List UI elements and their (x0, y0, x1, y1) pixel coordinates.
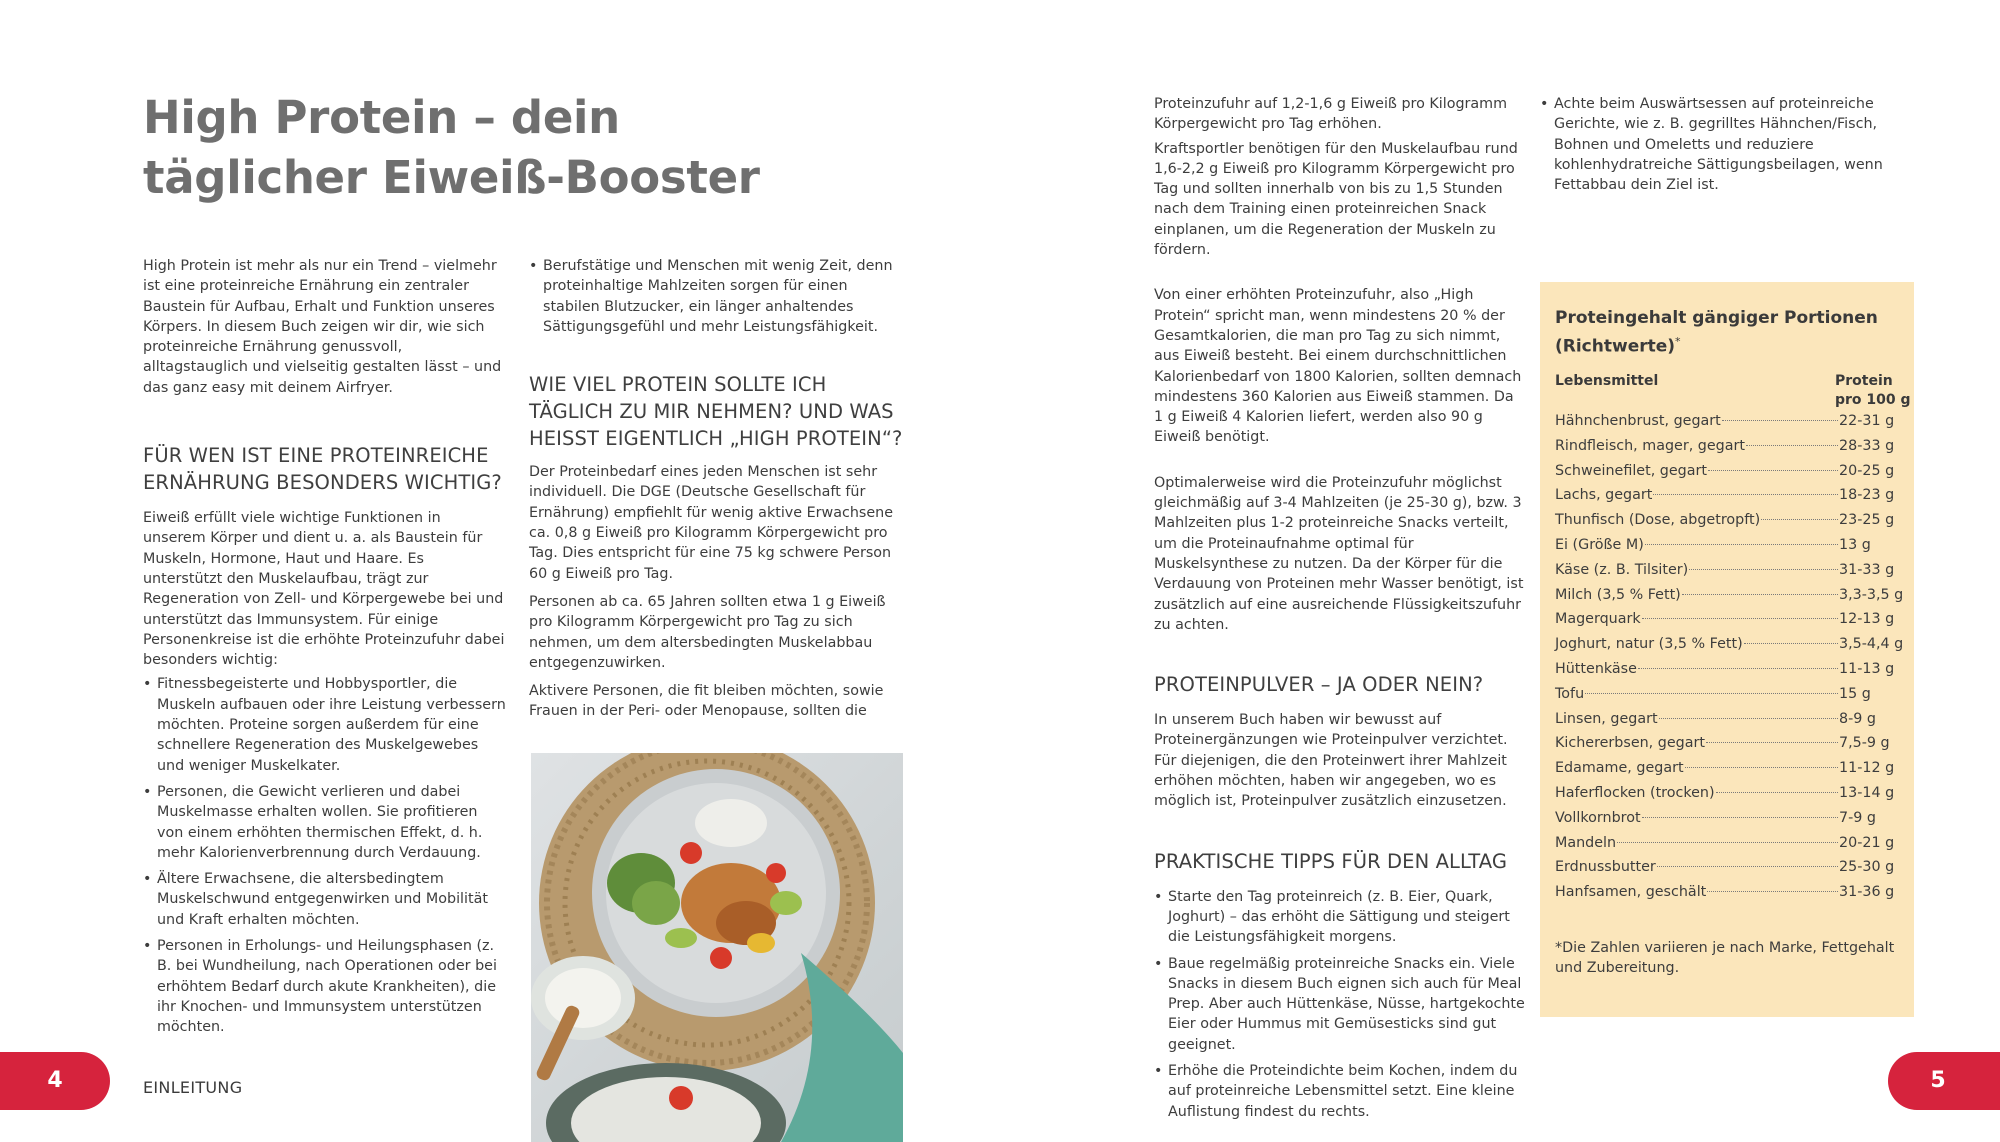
how-much-paragraph-3: Aktivere Personen, die fit bleiben möchten, sowie Frauen in der Peri- oder Menopause, sollten die (529, 683, 884, 720)
food-photo (531, 753, 903, 1142)
dot-leader (1708, 470, 1838, 471)
protein-value: 18-23 g (1839, 487, 1895, 504)
food-name: Erdnussbutter (1555, 859, 1656, 876)
list-item: • Berufstätige und Menschen mit wenig Zeit, denn proteinhaltige Mahlzeiten sorgen für einen stabilen Blutzucker, ein länger anhaltendes Sättigungsgefühl und mehr Leistungsfähigkeit. (529, 256, 905, 337)
page-title-line2: täglicher Eiweiß-Booster (143, 151, 760, 204)
how-much-paragraph-2: Personen ab ca. 65 Jahren sollten etwa 1 g Eiweiß pro Kilogramm Körpergewicht pro Tag zu sich nehmen, um dem altersbedingten Muskelabbau entgegenzuwirken. (529, 593, 886, 671)
page-number-right: 5 (1930, 1068, 1946, 1093)
food-name: Thunfisch (Dose, abgetropft) (1555, 512, 1761, 529)
list-item: • Fitnessbegeisterte und Hobbysportler, die Muskeln aufbauen oder ihre Leistung verbessern möchten. Proteine sorgen außerdem für eine schnellere Regeneration des Muskelgewebes und weniger Muskelkater. (143, 674, 507, 775)
page-number-tab-left (0, 1052, 110, 1110)
table-row (1555, 835, 1905, 860)
protein-value: 11-13 g (1839, 660, 1895, 677)
column-header-protein-line1: Protein (1835, 373, 1893, 389)
table-row (1555, 785, 1905, 810)
page-title-line1: High Protein – dein (143, 91, 620, 144)
column-header-food: Lebensmittel (1555, 373, 1659, 389)
food-name: Hähnchenbrust, gegart (1555, 413, 1721, 429)
protein-value: 7,5-9 g (1839, 735, 1890, 752)
protein-value: 8-9 g (1839, 710, 1876, 727)
dot-leader (1645, 544, 1838, 545)
dot-leader (1657, 866, 1838, 867)
dot-leader (1744, 643, 1838, 644)
protein-value: 3,3-3,5 g (1839, 586, 1904, 603)
food-name: Haferflocken (trocken) (1555, 784, 1715, 801)
heading-tips: PRAKTISCHE TIPPS FÜR DEN ALLTAG (1154, 849, 1508, 873)
list-item: • Starte den Tag proteinreich (z. B. Eier, Quark, Joghurt) – das erhöht die Sättigung und steigert die Leistungsfähigkeit morgens. (1154, 887, 1526, 948)
table-row (1555, 760, 1905, 785)
protein-value: 22-31 g (1839, 413, 1895, 429)
distribution-paragraph: Optimalerweise wird die Proteinzufuhr möglichst gleichmäßig auf 3-4 Mahlzeiten (je 25-30 g), bzw. 3 Mahlzeiten plus 1-2 proteinreiche Snacks verteilt, um die Proteinaufnahme optimal für Muskelsynthese zu nutzen. Da der Körper für die Verdauung von Proteinen mehr Wasser benötigt, ist zusätzlich auf eine ausreichende Flüssigkeitszufuhr zu achten. (1154, 474, 1524, 633)
food-name: Tofu (1555, 685, 1585, 702)
table-row (1555, 413, 1905, 438)
protein-value: 20-21 g (1839, 834, 1895, 851)
dot-leader (1716, 792, 1838, 793)
dot-leader (1722, 420, 1838, 421)
food-name: Linsen, gegart (1555, 710, 1658, 727)
tips-continued (1540, 94, 1908, 201)
protein-value: 31-33 g (1839, 561, 1895, 578)
table-row (1555, 711, 1905, 736)
requirement-paragraph-1: Proteinzufuhr auf 1,2-1,6 g Eiweiß pro Kilogramm Körpergewicht pro Tag erhöhen. (1154, 96, 1508, 133)
food-name: Mandeln (1555, 834, 1617, 851)
food-name: Joghurt, natur (3,5 % Fett) (1555, 636, 1743, 653)
high-protein-definition: Von einer erhöhten Proteinzufuhr, also „High Protein“ spricht man, wenn mindestens 20 % der Gesamtkalorien, die man pro Tag zu sich nimmt, aus Eiweiß besteht. Bei einem durchschnittlichen Kalorienbedarf von 1800 Kalorien, sollten demnach mindestens 360 Kalorien aus Eiweiß stammen. Da 1 g Eiweiß 4 Kalorien liefert, werden also 90 g Eiweiß benötigt. (1154, 287, 1522, 446)
tips-list (1154, 887, 1526, 1122)
heading-how-much: WIE VIEL PROTEIN SOLLTE ICH TÄGLICH ZU MIR NEHMEN? UND WAS HEISST EIGENTLICH „HIGH PROTEIN“? (529, 373, 903, 451)
protein-value: 23-25 g (1839, 512, 1895, 529)
page-number-left: 4 (47, 1068, 63, 1093)
food-name: Käse (z. B. Tilsiter) (1555, 561, 1689, 578)
dot-leader (1659, 718, 1838, 719)
protein-value: 7-9 g (1839, 809, 1876, 826)
protein-value: 25-30 g (1839, 859, 1895, 876)
protein-value: 31-36 g (1839, 884, 1895, 901)
heading-who: FÜR WEN IST EINE PROTEINREICHE ERNÄHRUNG BESONDERS WICHTIG? (143, 444, 502, 495)
protein-value: 3,5-4,4 g (1839, 636, 1904, 653)
dot-leader (1638, 668, 1838, 669)
table-row (1555, 661, 1905, 686)
food-name: Hüttenkäse (1555, 660, 1637, 677)
table-row (1555, 562, 1905, 587)
protein-powder-paragraph: In unserem Buch haben wir bewusst auf Proteinergänzungen wie Proteinpulver verzichtet. Für diejenigen, die den Proteinwert ihrer Mahlzeit erhöhen möchten, haben wir angegeben, wo es möglich ist, Proteinpulver zusätzlich einzusetzen. (1154, 712, 1508, 810)
left-column (143, 256, 507, 1044)
food-name: Rindfleisch, mager, gegart (1555, 437, 1745, 454)
protein-value: 13 g (1839, 536, 1871, 553)
food-name: Ei (Größe M) (1555, 536, 1644, 553)
table-row (1555, 438, 1905, 463)
how-much-paragraph-1: Der Proteinbedarf eines jeden Menschen ist sehr individuell. Die DGE (Deutsche Gesellschaft für Ernährung) empfiehlt für wenig aktive Erwachsene ca. 0,8 g Eiweiß pro Kilogramm Körpergewicht pro Tag. Dies entspricht für eine 75 kg schwere Person 60 g Eiweiß pro Tag. (529, 464, 893, 582)
protein-value: 11-12 g (1839, 760, 1895, 777)
table-row (1555, 735, 1905, 760)
table-row (1555, 487, 1905, 512)
food-name: Lachs, gegart (1555, 487, 1653, 504)
food-name: Kichererbsen, gegart (1555, 735, 1705, 752)
footnote-marker: * (1675, 335, 1681, 348)
tips-list-continued (1540, 94, 1908, 195)
list-item: • Achte beim Auswärtsessen auf proteinreiche Gerichte, wie z. B. gegrilltes Hähnchen/Fisch, Bohnen und Omeletts und reduziere kohlenhydratreiche Sättigungsbeilagen, wenn Fettabbau dein Ziel ist. (1540, 94, 1908, 195)
protein-value: 12-13 g (1839, 611, 1895, 628)
protein-value: 13-14 g (1839, 784, 1895, 801)
page-number-tab-right (1888, 1052, 2000, 1110)
dot-leader (1617, 842, 1838, 843)
table-row (1555, 810, 1905, 835)
food-photo-illustration (531, 753, 903, 1142)
dot-leader (1706, 742, 1838, 743)
protein-value: 15 g (1839, 685, 1871, 702)
column-header-protein (1835, 372, 1911, 410)
who-list-continued (529, 256, 905, 337)
food-name: Hanfsamen, geschält (1555, 884, 1707, 901)
who-list (143, 674, 507, 1037)
protein-table-footnote: *Die Zahlen variieren je nach Marke, Fettgehalt und Zubereitung. (1555, 940, 1895, 977)
section-label: EINLEITUNG (143, 1078, 243, 1097)
table-row (1555, 537, 1905, 562)
food-name: Magerquark (1555, 611, 1641, 628)
food-name: Milch (3,5 % Fett) (1555, 586, 1681, 603)
dot-leader (1685, 767, 1838, 768)
dot-leader (1707, 891, 1838, 892)
table-row (1555, 686, 1905, 711)
protein-table-title (1555, 306, 1905, 359)
list-item: • Personen, die Gewicht verlieren und dabei Muskelmasse erhalten wollen. Sie profitieren von einem erhöhten thermischen Effekt, d. h. mehr Kalorienverbrennung durch Verdauung. (143, 782, 507, 863)
list-item: • Baue regelmäßig proteinreiche Snacks ein. Viele Snacks in diesem Buch eignen sich auch für Meal Prep. Aber auch Hüttenkäse, Nüsse, hartgekochte Eier oder Hummus mit Gemüsesticks sind gut geeignet. (1154, 954, 1526, 1055)
intro-paragraph: High Protein ist mehr als nur ein Trend – vielmehr ist eine proteinreiche Ernährung ein zentraler Baustein für Aufbau, Erhalt und Funktion unseres Körpers. In diesem Buch zeigen wir dir, wie sich proteinreiche Ernährung genussvoll, alltagstauglich und vielseitig gestalten lässt – und das ganz easy mit deinem Airfryer. (143, 258, 502, 396)
dot-leader (1761, 519, 1838, 520)
protein-table-title-text: Proteingehalt gängiger Portionen (Richtwerte) (1555, 308, 1878, 357)
requirement-paragraph-2: Kraftsportler benötigen für den Muskelaufbau rund 1,6-2,2 g Eiweiß pro Kilogramm Körpergewicht pro Tag und sollten innerhalb von bis zu 1,5 Stunden nach dem Training einen proteinreichen Snack einplanen, um die Regeneration der Muskeln zu fördern. (1154, 140, 1518, 259)
column-header-protein-line2: pro 100 g (1835, 392, 1911, 408)
dot-leader (1642, 817, 1838, 818)
right-column (1154, 94, 1526, 1128)
food-name: Schweinefilet, gegart (1555, 462, 1707, 479)
dot-leader (1682, 594, 1838, 595)
table-row (1555, 636, 1905, 661)
table-row (1555, 884, 1905, 909)
table-row (1555, 587, 1905, 612)
table-row (1555, 859, 1905, 884)
list-item: • Erhöhe die Proteindichte beim Kochen, indem du auf proteinreiche Lebensmittel setzt. Eine kleine Auflistung findest du rechts. (1154, 1061, 1526, 1122)
table-row (1555, 611, 1905, 636)
heading-protein-powder: PROTEINPULVER – JA ODER NEIN? (1154, 673, 1484, 697)
who-paragraph: Eiweiß erfüllt viele wichtige Funktionen in unserem Körper und dient u. a. als Baustein für Muskeln, Hormone, Haut und Haare. Es unterstützt den Muskelaufbau, trägt zur Regeneration von Zell- und Körpergewebe bei und unterstützt das Immunsystem. Für einige Personenkreise ist die erhöhte Proteinzufuhr dabei besonders wichtig: (143, 510, 505, 669)
food-name: Vollkornbrot (1555, 809, 1641, 826)
food-name: Edamame, gegart (1555, 760, 1684, 777)
middle-column (529, 256, 905, 730)
list-item: • Ältere Erwachsene, die altersbedingtem Muskelschwund entgegenwirken und Mobilität und Kraft erhalten möchten. (143, 869, 507, 930)
table-row (1555, 463, 1905, 488)
list-item: • Personen in Erholungs- und Heilungsphasen (z. B. bei Wundheilung, nach Operationen oder bei erhöhtem Bedarf durch akute Krankheiten), die ihr Knochen- und Immunsystem unterstützen möchten. (143, 936, 507, 1037)
page-title (143, 88, 843, 208)
protein-value: 20-25 g (1839, 462, 1895, 479)
dot-leader (1585, 693, 1838, 694)
table-row (1555, 512, 1905, 537)
dot-leader (1689, 569, 1838, 570)
protein-table-rows (1555, 413, 1905, 909)
dot-leader (1653, 494, 1838, 495)
dot-leader (1642, 618, 1838, 619)
protein-value: 28-33 g (1839, 437, 1895, 454)
dot-leader (1746, 445, 1838, 446)
